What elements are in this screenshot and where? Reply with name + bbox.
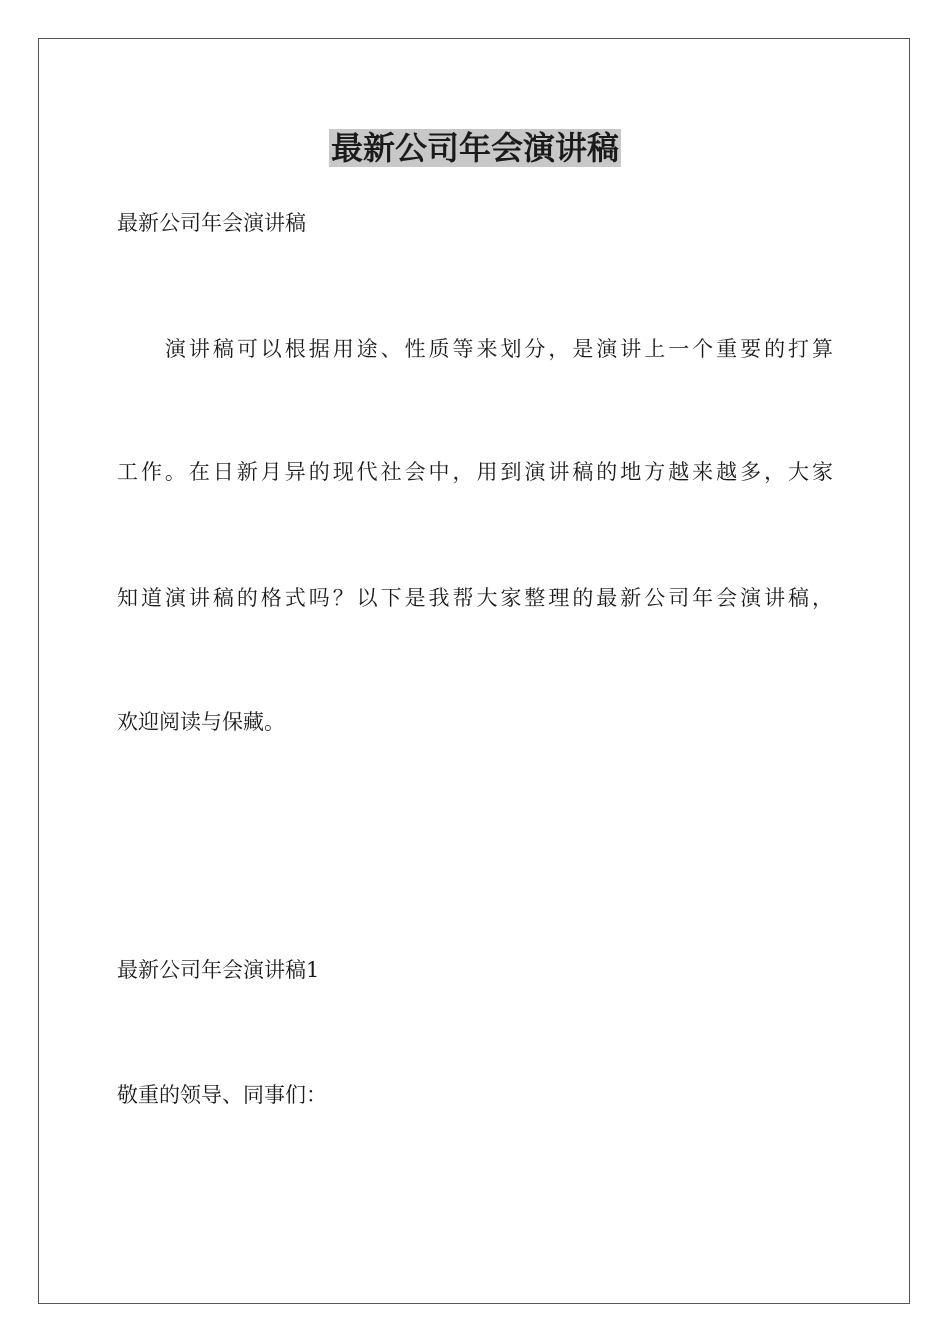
intro-line-3: 知道演讲稿的格式吗？以下是我帮大家整理的最新公司年会演讲稿， [117, 586, 833, 610]
document-title [0, 126, 950, 170]
greeting: 敬重的领导、同事们： [117, 1083, 327, 1107]
section-heading: 最新公司年会演讲稿1 [117, 958, 320, 982]
document-subtitle: 最新公司年会演讲稿 [117, 211, 306, 235]
intro-line-1: 演讲稿可以根据用途、性质等来划分，是演讲上一个重要的打算 [117, 337, 833, 361]
intro-line-4: 欢迎阅读与保藏。 [117, 710, 285, 734]
intro-line-2: 工作。在日新月异的现代社会中，用到演讲稿的地方越来越多，大家 [117, 460, 833, 484]
document-title-text: 最新公司年会演讲稿 [330, 129, 619, 167]
